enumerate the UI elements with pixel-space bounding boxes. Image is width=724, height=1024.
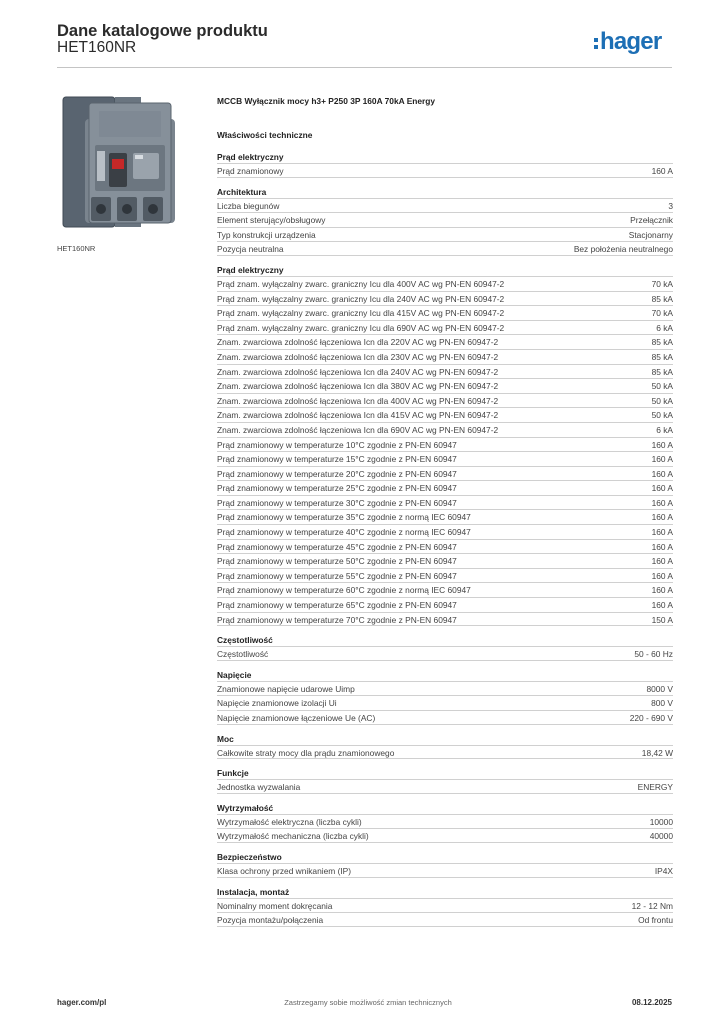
footer-date: 08.12.2025 <box>631 998 672 1007</box>
spec-value: 8000 V <box>646 683 673 694</box>
spec-label: Element sterujący/obsługowy <box>217 215 326 226</box>
spec-group-title: Wytrzymałość <box>217 802 274 813</box>
spec-group <box>217 803 673 843</box>
spec-label: Znam. zwarciowa zdolność łączeniowa Icn dla 415V AC wg PN-EN 60947-2 <box>217 410 499 421</box>
spec-label: Wytrzymałość elektryczna (liczba cykli) <box>217 816 362 827</box>
product-name: MCCB Wyłącznik mocy h3+ P250 3P 160A 70kA Energy <box>217 96 436 106</box>
spec-group <box>217 768 673 794</box>
spec-row <box>217 451 673 466</box>
product-sku: HET160NR <box>57 39 137 56</box>
spec-value: 6 kA <box>656 322 673 333</box>
spec-value: 85 kA <box>651 366 673 377</box>
spec-row <box>217 828 673 843</box>
spec-value: 160 A <box>651 483 673 494</box>
spec-group-title: Funkcje <box>217 768 249 779</box>
spec-label: Pozycja neutralna <box>217 244 284 255</box>
spec-label: Znam. zwarciowa zdolność łączeniowa Icn dla 230V AC wg PN-EN 60947-2 <box>217 351 499 362</box>
hager-logo[interactable] <box>594 27 661 57</box>
spec-label: Prąd znam. wyłączalny zwarc. graniczny Icu dla 240V AC wg PN-EN 60947-2 <box>217 293 505 304</box>
spec-value: 40000 <box>649 831 673 842</box>
spec-value: Przełącznik <box>630 215 673 226</box>
spec-row <box>217 305 673 320</box>
spec-group-title: Napięcie <box>217 669 252 680</box>
spec-label: Znam. zwarciowa zdolność łączeniowa Icn dla 220V AC wg PN-EN 60947-2 <box>217 337 499 348</box>
spec-group <box>217 887 673 927</box>
spec-row <box>217 524 673 539</box>
spec-value: ENERGY <box>637 782 673 793</box>
spec-label: Prąd znamionowy w temperaturze 10°C zgodnie z PN-EN 60947 <box>217 439 457 450</box>
spec-row <box>217 276 673 291</box>
spec-label: Prąd znamionowy w temperaturze 15°C zgodnie z PN-EN 60947 <box>217 454 457 465</box>
logo-wordmark: hager <box>600 28 662 55</box>
spec-row <box>217 745 673 760</box>
spec-value: Od frontu <box>638 915 673 926</box>
spec-label: Prąd znamionowy w temperaturze 20°C zgodnie z PN-EN 60947 <box>217 468 457 479</box>
spec-value: 50 kA <box>651 410 673 421</box>
spec-value: 160 A <box>651 512 673 523</box>
spec-value: 160 A <box>651 497 673 508</box>
spec-row <box>217 582 673 597</box>
spec-value: 50 - 60 Hz <box>634 649 673 660</box>
spec-value: Bez położenia neutralnego <box>573 244 673 255</box>
spec-group-title: Prąd elektryczny <box>217 152 284 162</box>
spec-row <box>217 393 673 408</box>
spec-label: Całkowite straty mocy dla prądu znamionowego <box>217 747 395 758</box>
spec-row <box>217 912 673 927</box>
spec-row <box>217 241 673 256</box>
spec-row <box>217 466 673 481</box>
spec-row <box>217 320 673 335</box>
spec-row <box>217 422 673 437</box>
spec-row <box>217 779 673 794</box>
spec-row <box>217 364 673 379</box>
spec-row <box>217 212 673 227</box>
spec-row <box>217 495 673 510</box>
spec-value: 160 A <box>651 556 673 567</box>
spec-label: Prąd znamionowy w temperaturze 70°C zgodnie z PN-EN 60947 <box>217 614 457 625</box>
spec-group-title: Częstotliwość <box>217 635 273 646</box>
section-title: Właściwości techniczne <box>217 130 313 140</box>
document-title: Dane katalogowe produktu <box>57 22 268 40</box>
footer-disclaimer: Zastrzegamy sobie możliwość zmian technicznych <box>284 998 452 1007</box>
spec-label: Znamionowe napięcie udarowe Uimp <box>217 683 355 694</box>
spec-row <box>217 291 673 306</box>
spec-value: 160 A <box>651 439 673 450</box>
spec-group-title: Architektura <box>217 186 267 197</box>
spec-group <box>217 734 673 760</box>
spec-label: Prąd znamionowy w temperaturze 25°C zgodnie z PN-EN 60947 <box>217 483 457 494</box>
spec-row <box>217 334 673 349</box>
footer-website-link[interactable]: hager.com/pl <box>57 998 107 1007</box>
spec-label: Prąd znamionowy w temperaturze 55°C zgodnie z PN-EN 60947 <box>217 570 457 581</box>
product-image <box>57 93 197 233</box>
spec-group-title: Bezpieczeństwo <box>217 851 282 862</box>
spec-label: Prąd znam. wyłączalny zwarc. graniczny Icu dla 400V AC wg PN-EN 60947-2 <box>217 278 505 289</box>
spec-group-title: Prąd elektryczny <box>217 264 284 275</box>
spec-label: Prąd znamionowy <box>217 166 284 176</box>
spec-value: 85 kA <box>651 337 673 348</box>
spec-label: Prąd znamionowy w temperaturze 40°C zgodnie z normą IEC 60947 <box>217 527 471 538</box>
spec-value: 50 kA <box>651 395 673 406</box>
spec-group <box>217 670 673 725</box>
spec-value: 70 kA <box>651 278 673 289</box>
spec-row <box>217 597 673 612</box>
spec-value: 160 A <box>651 454 673 465</box>
spec-label: Prąd znamionowy w temperaturze 30°C zgodnie z PN-EN 60947 <box>217 497 457 508</box>
spec-group-title: Moc <box>217 733 234 744</box>
spec-value: 220 - 690 V <box>629 713 673 723</box>
spec-label: Prąd znamionowy w temperaturze 65°C zgodnie z PN-EN 60947 <box>217 600 457 611</box>
spec-value: 160 A <box>651 527 673 538</box>
spec-row <box>217 898 673 913</box>
spec-label: Pozycja montażu/połączenia <box>217 915 324 926</box>
spec-value: 3 <box>668 200 673 211</box>
spec-label: Klasa ochrony przed wnikaniem (IP) <box>217 865 352 876</box>
spec-group <box>217 265 673 626</box>
spec-label: Typ konstrukcji urządzenia <box>217 229 316 240</box>
spec-label: Prąd znam. wyłączalny zwarc. graniczny Icu dla 415V AC wg PN-EN 60947-2 <box>217 308 505 319</box>
spec-label: Napięcie znamionowe izolacji Ui <box>217 698 337 709</box>
spec-value: IP4X <box>654 865 673 876</box>
spec-value: 85 kA <box>651 351 673 362</box>
spec-group <box>217 852 673 878</box>
spec-value: 160 A <box>651 166 673 176</box>
spec-row <box>217 480 673 495</box>
spec-row <box>217 198 673 213</box>
spec-label: Prąd znam. wyłączalny zwarc. graniczny Icu dla 690V AC wg PN-EN 60947-2 <box>217 322 505 333</box>
logo-mark-icon <box>594 38 598 49</box>
spec-row <box>217 407 673 422</box>
spec-row <box>217 227 673 242</box>
spec-value: 6 kA <box>656 424 673 435</box>
spec-groups <box>217 152 673 927</box>
spec-row <box>217 509 673 524</box>
spec-group-title: Instalacja, montaż <box>217 886 290 897</box>
spec-content <box>217 96 673 927</box>
spec-row <box>217 539 673 554</box>
spec-row <box>217 863 673 878</box>
spec-row <box>217 437 673 452</box>
spec-value: 150 A <box>651 614 673 625</box>
spec-row <box>217 163 673 178</box>
spec-value: 160 A <box>651 570 673 581</box>
spec-group <box>217 152 673 178</box>
spec-row <box>217 378 673 393</box>
header-divider <box>57 67 672 68</box>
spec-label: Znam. zwarciowa zdolność łączeniowa Icn dla 690V AC wg PN-EN 60947-2 <box>217 424 499 435</box>
spec-value: 70 kA <box>651 308 673 319</box>
spec-value: 160 A <box>651 541 673 552</box>
spec-value: 50 kA <box>651 381 673 392</box>
spec-label: Znam. zwarciowa zdolność łączeniowa Icn dla 400V AC wg PN-EN 60947-2 <box>217 395 499 406</box>
spec-label: Wytrzymałość mechaniczna (liczba cykli) <box>217 831 369 842</box>
spec-label: Prąd znamionowy w temperaturze 45°C zgodnie z PN-EN 60947 <box>217 541 457 552</box>
spec-label: Znam. zwarciowa zdolność łączeniowa Icn dla 240V AC wg PN-EN 60947-2 <box>217 366 499 377</box>
spec-label: Znam. zwarciowa zdolność łączeniowa Icn dla 380V AC wg PN-EN 60947-2 <box>217 381 499 392</box>
spec-row <box>217 681 673 696</box>
spec-value: 160 A <box>651 585 673 596</box>
spec-group <box>217 635 673 661</box>
spec-row <box>217 695 673 710</box>
spec-row <box>217 646 673 661</box>
spec-row <box>217 814 673 829</box>
spec-value: 160 A <box>651 468 673 479</box>
spec-value: 18,42 W <box>641 747 673 758</box>
spec-row <box>217 710 673 725</box>
spec-row <box>217 349 673 364</box>
spec-label: Jednostka wyzwalania <box>217 782 301 793</box>
image-caption: HET160NR <box>57 244 96 253</box>
spec-row <box>217 612 673 627</box>
spec-value: 160 A <box>651 600 673 611</box>
spec-value: Stacjonarny <box>628 229 673 240</box>
spec-value: 800 V <box>651 698 673 709</box>
spec-value: 85 kA <box>651 293 673 304</box>
spec-label: Napięcie znamionowe łączeniowe Ue (AC) <box>217 713 376 723</box>
spec-group <box>217 187 673 256</box>
spec-label: Prąd znamionowy w temperaturze 35°C zgodnie z normą IEC 60947 <box>217 512 471 523</box>
spec-label: Prąd znamionowy w temperaturze 50°C zgodnie z PN-EN 60947 <box>217 556 457 567</box>
spec-value: 10000 <box>649 816 673 827</box>
spec-value: 12 - 12 Nm <box>631 900 673 911</box>
spec-row <box>217 568 673 583</box>
spec-row <box>217 553 673 568</box>
spec-label: Częstotliwość <box>217 649 269 660</box>
spec-label: Prąd znamionowy w temperaturze 60°C zgodnie z normą IEC 60947 <box>217 585 471 596</box>
spec-label: Liczba biegunów <box>217 200 280 211</box>
spec-label: Nominalny moment dokręcania <box>217 900 333 911</box>
